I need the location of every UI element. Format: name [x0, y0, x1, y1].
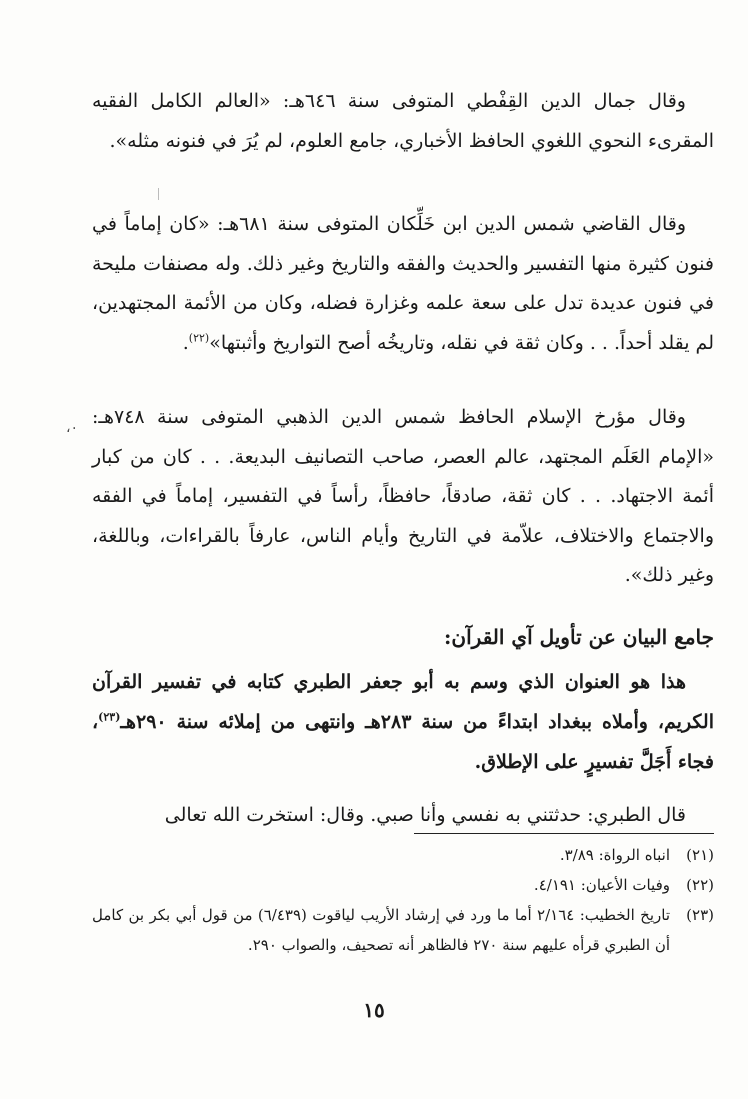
scan-artifact — [158, 188, 159, 200]
footnote-number: (٢٣) — [686, 906, 714, 924]
footnote-separator — [414, 833, 714, 834]
paragraph-ibn-khallikan-quote — [92, 205, 714, 363]
page-number: ١٥ — [363, 998, 385, 1022]
margin-mark: ٠، — [66, 420, 79, 436]
footnote-ref-23: (٢٣) — [98, 710, 121, 724]
paragraph-qifti-quote — [92, 82, 714, 161]
paragraph-text: وقال القاضي شمس الدين ابن خَلِّكان المتوفى سنة ٦٨١هـ: «كان إماماً في فنون كثيرة منها التفسير والحديث والفقه والتاريخ وغير ذلك. وله مصنفات مليحة في فنون عديدة تدل على سعة علمه وغزارة فضله، وكان من الأئمة المجتهدين، لم يقلد أحداً. . . وكان ثقة في نقله، وتاريخُه أصح التواريخ وأثبتها» — [92, 213, 714, 354]
paragraph-tabari-said — [92, 796, 714, 836]
footnote-number: (٢١) — [686, 846, 714, 864]
footnote-text: تاريخ الخطيب: ٢/١٦٤ أما ما ورد في إرشاد الأريب لياقوت (٦/٤٣٩) من قول أبي بكر بن كامل أن الطبري قرأه عليهم سنة ٢٧٠ فالظاهر أنه تصحيف، والصواب ٢٩٠. — [92, 906, 670, 954]
footnote-number: (٢٢) — [686, 876, 714, 894]
footnote-text: وفيات الأعيان: ٤/١٩١. — [533, 876, 670, 894]
section-heading: جامع البيان عن تأويل آي القرآن: — [444, 625, 714, 649]
paragraph-tafsir-title — [92, 662, 714, 782]
paragraph-end: . — [182, 331, 189, 354]
footnote-23 — [92, 900, 714, 960]
footnote-ref-22: (٢٢) — [188, 331, 210, 345]
paragraph-text: قال الطبري: حدثتني به نفسي وأنا صبي. وقال: استخرت الله تعالى — [164, 804, 686, 826]
footnote-21 — [92, 840, 714, 870]
paragraph-end: ، فجاء أَجَلَّ تفسيرٍ على الإطلاق. — [92, 711, 714, 773]
paragraph-text: وقال مؤرخ الإسلام الحافظ شمس الدين الذهبي المتوفى سنة ٧٤٨هـ: «الإمام العَلَم المجتهد، عالم العصر، صاحب التصانيف البديعة. . . كان من كبار أئمة الاجتهاد. . . كان ثقة، صادقاً، حافظاً، رأساً في التفسير، إماماً في الفقه والاجتماع والاختلاف، علاّمة في التاريخ وأيام الناس، عارفاً بالقراءات، وباللغة، وغير ذلك». — [92, 406, 714, 586]
footnote-22 — [92, 870, 714, 900]
paragraph-text: وقال جمال الدين القِفْطي المتوفى سنة ٦٤٦هـ: «العالم الكامل الفقيه المقرىء النحوي اللغوي الحافظ الأخباري، جامع العلوم، لم يُرَ في فنونه مثله». — [92, 90, 714, 152]
paragraph-dhahabi-quote — [92, 398, 714, 596]
footnotes — [92, 840, 714, 960]
paragraph-text: هذا هو العنوان الذي وسم به أبو جعفر الطبري كتابه في تفسير القرآن الكريم، وأملاه ببغداد ابتداءً من سنة ٢٨٣هـ وانتهى من إملائه سنة ٢٩٠هـ — [92, 671, 714, 733]
footnote-text: انباه الرواة: ٣/٨٩. — [559, 846, 670, 864]
